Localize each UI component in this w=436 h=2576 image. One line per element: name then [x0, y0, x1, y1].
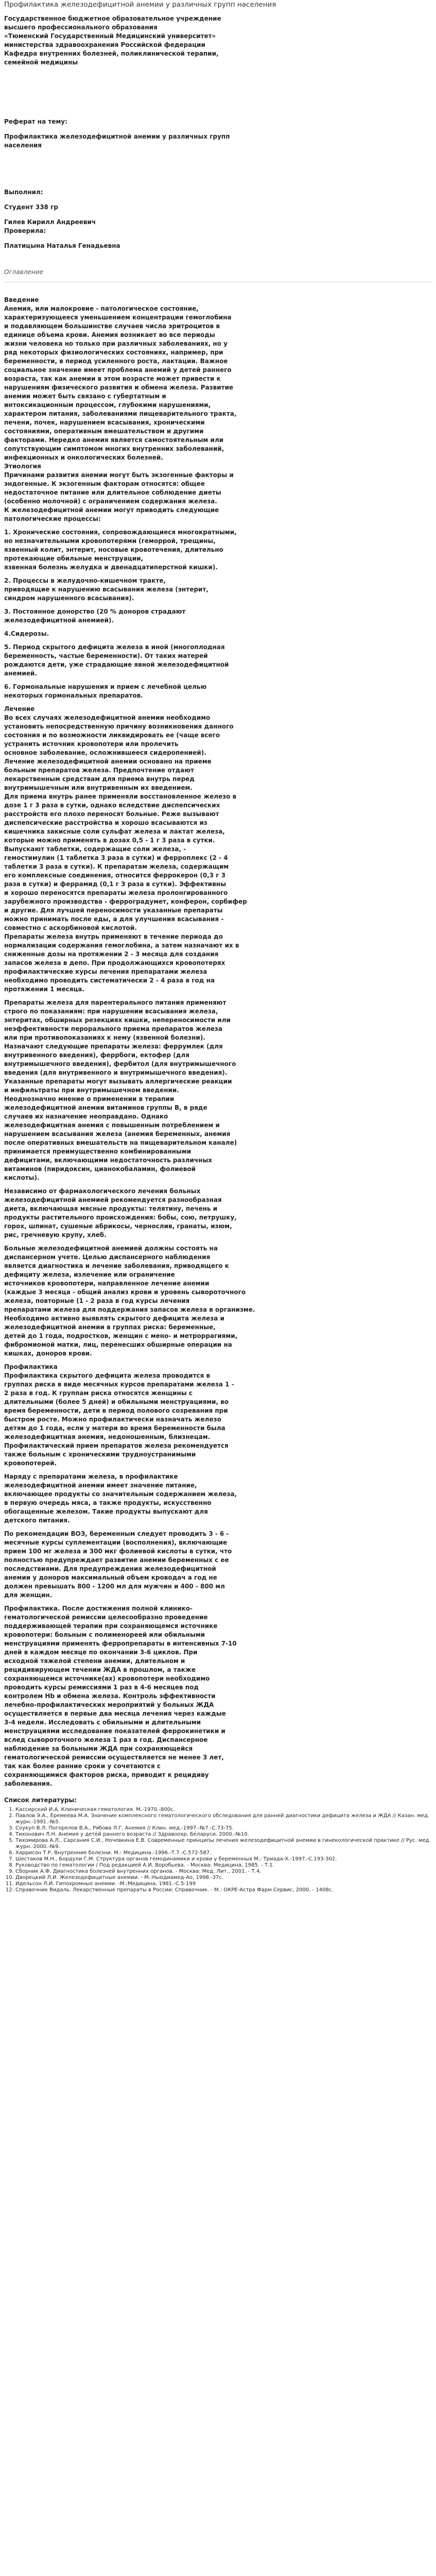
body-line: некоторых гормональных препаратов. [4, 692, 143, 699]
reference-item: 5. Тихомирова А.Л., Сарсания С.И., Ночевкина Е.В. Современные принципы лечения железодефицитной анемии в гинекологической практике // Рус. мед. журн.-2000.-№9. [15, 1838, 433, 1850]
header-line: высшего профессионального образования [4, 24, 158, 31]
body-line: принимается преимущественно комбинированными [4, 1148, 191, 1155]
body-line: факторами. Нередко анемия является самостоятельным или [4, 436, 224, 444]
body-line: источников кровопотери, направленное лечение анемии [4, 1280, 210, 1287]
body-line: прием 100 мг железа и 300 мкг фолиевой кислоты в сутки, что [4, 1548, 232, 1555]
body-line: нарушениям физического развития и обмена железа. Развитие [4, 384, 234, 391]
body-line: после оперативных вмешательств на пищеварительном канале) [4, 1139, 237, 1146]
spacer [4, 625, 433, 630]
section-block [4, 630, 433, 638]
body-line: энтеритах, обширных резекциях кишки, непереносимости или [4, 1016, 231, 1024]
body-line: гемостимулин (1 таблетка 3 раза в сутки) и ферроплекс (2 - 4 [4, 854, 228, 861]
body-line: проводить курсы ремиссиями 1 раз в 4-6 месяцев под [4, 1684, 199, 1691]
body-line: железодефицитной анемии имеет значение питание, [4, 1482, 197, 1489]
body-line: Независимо от фармакологического лечения больных [4, 1188, 201, 1195]
body-line: К железодефицитной анемии могут приводить следующие [4, 506, 219, 514]
body-line: группах риска в виде месячных курсов препаратами железа 1 - [4, 1381, 234, 1388]
body-line: внутримышечным или внутривенным их введением. [4, 784, 193, 791]
body-line: время беременности, дети в период полового созревания при [4, 1407, 228, 1414]
body-line: (каждые 3 месяца - общий анализ крови и уровень сывороточного [4, 1289, 246, 1296]
body-line: кровопотерей. [4, 1460, 57, 1467]
references-list [4, 1807, 433, 1893]
body-line: дозе 1 г 3 раза в сутки, однако вследствие диспепсических [4, 802, 220, 809]
header-line: министерства здравоохранения Российской федерации [4, 41, 205, 48]
body-line: характеризующееся уменьшением концентрации гемоглобина [4, 314, 232, 321]
body-line: 4.Сидерозы. [4, 630, 49, 637]
spacer [4, 1240, 433, 1244]
body-line: строго по показаниям: при нарушении всасывания железа, [4, 1008, 218, 1015]
spacer [4, 1358, 433, 1363]
reference-item: 12. Справочник Видаль. Лекарственные препараты в России: Справочник. - М.: ОКРЕ-Астра Фарм Сервис, 2000. - 1408с. [15, 1887, 433, 1893]
body-line: Препараты железа внутрь применяют в течение периода до [4, 933, 223, 940]
spacer [4, 1788, 433, 1793]
body-line: Анемия, или малокровие - патологическое состояние, [4, 305, 199, 312]
body-line: Во всех случаях железодефицитной анемии необходимо [4, 714, 211, 721]
body-line: характером питания, заболеваниями пищеварительного тракта, [4, 410, 237, 417]
body-line: диспепсические расстройства и хорошо всасываются из [4, 819, 207, 826]
body-line: сохраняющемся источнике(ах) кровопотери необходимо [4, 1675, 210, 1682]
body-line: Введение [4, 296, 39, 303]
body-line: язвенная болезнь желудка и двенадцатиперстной кишки). [4, 564, 218, 571]
body-line: социальное значение имеет проблема анемий у детей раннего [4, 366, 232, 374]
body-line: детей до 1 года, подростков, женщин с мено- и метроррагиями, [4, 1332, 238, 1340]
body-line: лекарственным средствам для приема внутрь перед [4, 775, 195, 783]
body-line: состояниями, оперативным вмешательством и другими [4, 428, 204, 435]
section-block [4, 528, 433, 572]
spacer [4, 700, 433, 705]
body-line: единице объема крови. Анемия возникает во все периоды [4, 331, 215, 338]
body-line: 3. Постоянное донорство (20 % доноров страдают [4, 608, 186, 615]
body-line: рис, гречневую крупу, хлеб. [4, 1231, 107, 1239]
body-line: дефициту железа, излечение или ограничение [4, 1271, 175, 1278]
header-block [4, 14, 433, 67]
body-line: Назначают следующие препараты железа: феррумлек (для [4, 1043, 223, 1050]
body-line: менструациями применять ферропрепараты в интенсивных 7-10 [4, 1640, 237, 1647]
body-line: протекающие обильные менструации, [4, 555, 144, 562]
section-block [4, 1187, 433, 1240]
body-line: возраста, так как анемии в этом возрасте может привести к [4, 375, 221, 382]
body-line: Больные железодефицитной анемией должны состоять на [4, 1245, 218, 1252]
body-line: осуществляется в первые два месяца лечения через каждые [4, 1710, 226, 1717]
body-line: кишечника закисные соли сульфат железа и лактат железа, [4, 828, 225, 835]
body-line: Указанные препараты могут вызывать аллергические реакции [4, 1078, 232, 1085]
signature-line: Проверила: [4, 227, 46, 234]
body-line: больным препаратов железа. Предпочтение отдают [4, 767, 194, 774]
body-line: сопутствующим симптомом многих внутренних заболеваний, [4, 445, 224, 452]
body-line: или при противопоказаниях к нему (язвенной болезни). [4, 1034, 205, 1041]
body-line: горох, шпинат, сушеные абрикосы, чернослив, гранаты, изюм, [4, 1223, 232, 1230]
spacer [4, 197, 433, 203]
signature-line: Гилев Кирилл Андреевич [4, 218, 96, 226]
body-line: железодефицитной анемии в группах риска: беременные, [4, 1324, 216, 1331]
body-line: Препараты железа для парентерального питания применяют [4, 999, 226, 1006]
body-line: железодефицитной анемией). [4, 617, 114, 624]
body-line: также больным с хроническими трудноустранимыми [4, 1451, 196, 1458]
body-line: детям до 1 года, если у матери во время беременности была [4, 1425, 225, 1432]
body-line: дефицитами, включающими недостаточность различных [4, 1157, 213, 1164]
spacer [4, 603, 433, 607]
spacer [4, 994, 433, 998]
body-line: поддерживающей терапии при сохраняющемся источнике [4, 1622, 218, 1630]
body-line: расстройств его плохо переносят больные. Реже вызывают [4, 810, 219, 818]
body-line: последствиями. Для предупреждения железодефицитной [4, 1565, 216, 1572]
body-line: Этиология [4, 463, 41, 470]
body-line: Лечение железодефицитной анемии основано на приеме [4, 758, 212, 765]
body-line: железодефицитной анемии витаминов группы В, в ряде [4, 1104, 207, 1111]
section-block [4, 1363, 433, 1468]
body-line: гематологической ремиссии осуществляется не менее 3 лет, [4, 1754, 224, 1761]
spacer [4, 1600, 433, 1604]
body-line: является диагностика и лечение заболевания, приводящего к [4, 1262, 229, 1269]
body-line: Необходимо активно выявлять скрытого дефицита железа и [4, 1315, 224, 1322]
section-block [4, 296, 433, 523]
body-line: обогащенные железом. Такие продукты выпускают для [4, 1508, 208, 1515]
spacer [4, 1525, 433, 1530]
body-line: менструациями исследование показателей феррокинетики и [4, 1727, 225, 1735]
body-line: которые можно применять в дозах 0,5 - 1 г 3 раза в сутки. [4, 837, 215, 844]
section-block [4, 607, 433, 625]
section-block [4, 683, 433, 700]
body-line: таблетки 3 раза в сутки). К препаратам железа, содержащим [4, 863, 229, 870]
section-block [4, 1530, 433, 1600]
body-line: кишках, доноров крови. [4, 1350, 92, 1357]
body-line: гематологической ремиссии целесообразно проведение [4, 1614, 208, 1621]
body-line: Профилактика. После достижения полной клинико- [4, 1605, 193, 1612]
body-line: беременности, в период усиленного роста, лактации. Важное [4, 358, 228, 365]
body-line: диета, включающая мясные продукты: телятину, печень и [4, 1205, 218, 1212]
body-line: основное заболевание, осложнившееся сидеропенией). [4, 749, 206, 756]
body-line: раза в сутки) и феррамид (0,1 г 3 раза в сутки). Эффективны [4, 880, 226, 888]
section-block [4, 998, 433, 1182]
body-line: его комплексные соединения, относится феррокерон (0,3 г 3 [4, 872, 226, 879]
signature-line: Студент 338 гр [4, 204, 58, 211]
body-line: введения (для внутривенного и внутримышечного введения). [4, 1069, 228, 1076]
body-line: дней в каждом месяце по окончании 3-6 циклов. При [4, 1649, 198, 1656]
header-line: «Тюменский Государственный Медицинский университет» [4, 32, 216, 40]
toc-link[interactable]: Оглавление [4, 268, 43, 276]
body-line: Для приема внутрь ранее применяли восстановленное железо в [4, 793, 237, 800]
body-line: нормализации содержания гемоглобина, а затем назначают их в [4, 942, 239, 949]
reference-item: 9. Сборник А.Ф. Диагностика болезней внутренних органов. - Москва: Мед. Лит., 2001. - Т.4. [15, 1869, 433, 1875]
body-line: и подавляющем большинстве случаев числа эритроцитов в [4, 323, 220, 330]
reference-item: 6. Харрисон Т.Р. Внутренние болезни. М.: Медицина.-1996.-Т.7.-С.572-587. [15, 1850, 433, 1856]
body-line: состояния и по возможности ликвидировать ее (чаще всего [4, 732, 220, 739]
body-line: кислоты). [4, 1174, 40, 1181]
body-line: неэффективности перорального приема препаратов железа [4, 1025, 222, 1032]
body-line: сниженные дозы на протяжении 2 - 3 месяца для создания [4, 951, 219, 958]
spacer [4, 258, 433, 264]
body-line: Неоднозначно мнение о применении в терапии [4, 1095, 175, 1103]
body-line: Наряду с препаратами железа, в профилактике [4, 1473, 178, 1480]
body-line: детского питания. [4, 1517, 70, 1524]
body-line: можно принимать после еды, а для улучшения всасывания - [4, 916, 224, 923]
body-line: приводящие к нарушению всасывания железа (энтерит, [4, 586, 208, 593]
body-line: препаратами железа для поддержания запасов железа в организме. [4, 1306, 255, 1313]
section-block [4, 1472, 433, 1525]
body-line: 6. Гормональные нарушения и прием с лечебной целью [4, 683, 207, 690]
body-line: продукты растительного происхождения: бобы, сою, петрушку, [4, 1214, 237, 1221]
body-line: беременность, частые беременности). От таких матерей [4, 652, 208, 659]
body-line: Выпускают таблетки, содержащие соли железа, - [4, 845, 186, 853]
spacer [4, 74, 433, 105]
body-line: железа, повторные (1 - 2 раза в год курсы лечения [4, 1297, 190, 1304]
body-line: 1. Хронические состояния, сопровождающиеся многократными, [4, 529, 237, 536]
body-line: внутривенного введения), феррбоги, ектофер (для [4, 1052, 189, 1059]
body-line: длительными (более 5 дней) и обильными менструациями, во [4, 1398, 229, 1405]
body-line: синдром нарушенного всасывания). [4, 595, 134, 602]
body-line: анемии у доноров максимальный объем кроводач а год не [4, 1574, 217, 1581]
body-line: должен превышать 800 - 1200 мл для мужчин и 400 - 800 мл [4, 1583, 225, 1590]
abstract-block [4, 117, 433, 150]
spacer [4, 105, 433, 117]
body-line: анемии может быть связано с губертатным и [4, 393, 166, 400]
reference-item: 1. Кассирский И.А. Клиническая гематология. М.-1970.-800с. [15, 1807, 433, 1813]
header-line: семейной медицины [4, 59, 78, 66]
body-line: язвенный колит, энтерит, носовые кровотечения, длительно [4, 546, 223, 553]
abstract-label: Реферат на тему: [4, 118, 67, 125]
body-line: 3-4 недели. Исследовать с обильными и длительными [4, 1719, 201, 1726]
body-line: Профилактика скрытого дефицита железа проводится в [4, 1372, 211, 1379]
body-line: и хорошо переносятся препараты железа пролонгированного [4, 889, 228, 896]
body-line: запасов железа в депо. При продолжающихся кровопотерях [4, 959, 225, 967]
signature-block [4, 188, 433, 250]
body-line: Причинами развития анемии могут быть экзогенные факторы и [4, 471, 234, 479]
spacer [4, 1182, 433, 1187]
body-line: ряд некоторых физиологических состояниях, например, при [4, 349, 223, 356]
body-line: нарушением всасывания железа (анемия беременных, анемия [4, 1130, 231, 1138]
body-line: По рекомендации ВОЗ, беременным следует проводить 3 - 6 - [4, 1530, 229, 1537]
reference-item: 4. Тихонович Л.Н. Анемия у детей раннего возраста // Здравоохр. Беларуси. 2000.-№10. [15, 1832, 433, 1838]
abstract-topic: Профилактика железодефицитной анемии у различных групп [4, 133, 230, 140]
body-line: в первую очередь мяса, а также продукты, искусственно [4, 1499, 212, 1506]
body-line: необходимо проводить систематически 2 - 4 раза в год на [4, 977, 215, 984]
body-line: профилактические курсы лечения препаратами железа [4, 968, 207, 975]
spacer [4, 1468, 433, 1472]
body-line: интоксикационным процессом, глубокими нарушениями, [4, 401, 211, 409]
body-line: железодефицитная анемия, недоношенным, близнецам. [4, 1433, 211, 1440]
body-line: быстром росте. Можно профилактически назначать железо [4, 1416, 221, 1423]
body-line: полностью предупреждает развитие анемии беременных с ее [4, 1556, 229, 1564]
body-line: рецидивирующем течении ЖДА в прошлом, а также [4, 1666, 196, 1673]
body-line: фибромиомой матки, лиц, перенесших обширные операции на [4, 1341, 232, 1348]
body-line: и инфильтраты при внутримышечном введении. [4, 1087, 179, 1094]
body-line: витаминов (пиридоксин, цианокобаламин, фолиевой [4, 1165, 196, 1173]
body-line: железодефицитная анемия с повышенным потреблением и [4, 1122, 220, 1129]
body-line: диспансерном учете. Целью диспансерного наблюдения [4, 1253, 211, 1261]
body-line: Профилактический прием препаратов железа рекомендуется [4, 1442, 229, 1449]
reference-item: 8. Руководство по гематологии / Под редакцией А.И. Воробьева. - Москва: Медицина, 1985. - Т.1. [15, 1862, 433, 1869]
reference-item: 7. Шестаков М.Н., Бордули Г.М. Структура органов гемодинамики и крови у беременных М.: Триада-Х.-1997.-С.193-302. [15, 1856, 433, 1862]
spacer [4, 638, 433, 643]
body-line: для женщин. [4, 1591, 53, 1599]
body-line: 2. Процессы в желудочно-кишечном тракте, [4, 577, 166, 584]
section-block [4, 1244, 433, 1358]
body-line: контролем Hb и обмена железа. Контроль эффективности [4, 1692, 216, 1700]
body-line: заболевания. [4, 1780, 53, 1787]
body-line: включающее продукты со значительным содержанием железа, [4, 1490, 237, 1498]
body-line: внутримышечного введения), фербитол (для внутримышечного [4, 1060, 236, 1067]
body-line: Профилактика [4, 1363, 58, 1370]
spacer [4, 678, 433, 683]
body-line: (особенно молочной) с ограничением содержания железа. [4, 498, 217, 505]
spacer [4, 572, 433, 577]
reference-item: 10. Дворецкий Л.И. Железодефицитные анемии. - М.:Ньюдиамед-Ао, 1998.-37с. [15, 1875, 433, 1881]
body-line: устранить источник кровопотери или пролечить [4, 740, 179, 748]
body-line: протяжении 1 месяца. [4, 986, 84, 993]
body-line: жизни человека но только при различных заболеваниях, но у [4, 340, 228, 347]
body-line: Лечение [4, 705, 35, 713]
body-line: сохраняющимися факторов риска, приводит к рецидиву [4, 1771, 209, 1778]
body-line: эндогенные. К экзогенным факторам относятся: общее [4, 480, 205, 487]
body-line: так как более ранние сроки у сочетаются с [4, 1762, 161, 1770]
spacer [4, 126, 433, 132]
body-line: 2 раза в год. К группам риска относятся женщины с [4, 1389, 193, 1397]
section-block [4, 705, 433, 994]
body-line: 5. Период скрытого дефицита железа в иной (многоплодная [4, 643, 225, 651]
spacer [4, 157, 433, 188]
body-line: исходной тяжелой степени анемии, длительном и [4, 1657, 185, 1665]
header-line: Кафедра внутренних болезней, поликлинической терапии, [4, 50, 219, 57]
body-line: но незначительными кровопотерями (геморрой, трещины, [4, 537, 216, 545]
abstract-topic: населения [4, 142, 42, 149]
body-line: анемией. [4, 670, 37, 677]
body-line: совместно с аскорбиновой кислотой. [4, 924, 137, 931]
spacer [4, 212, 433, 218]
section-block [4, 643, 433, 678]
signature-line: Платицына Наталья Генадьевна [4, 242, 120, 249]
signature-line: Выполнил: [4, 189, 43, 196]
section-block [4, 577, 433, 603]
body-line: установить непосредственную причину возникновения данного [4, 723, 234, 730]
body-line: недостаточное питание или длительное соблюдение диеты [4, 489, 221, 496]
body-line: лечебно-профилактических мероприятий у больных ЖДА [4, 1701, 214, 1708]
body-line: железодефицитной анемией рекомендуется разнообразная [4, 1196, 222, 1204]
spacer [4, 235, 433, 242]
body-line: месячные курсы суплементации (восполнения), включающие [4, 1539, 228, 1546]
page-title: Профилактика железодефицитной анемии у различных групп населения [4, 1, 276, 9]
spacer [4, 523, 433, 528]
reference-item: 11. Идельсон Л.И. Гипохромные анемии. -М.:Медицина, 1981.-С.5-199 [15, 1881, 433, 1887]
body-line: инфекционных и онкологических болезней. [4, 454, 163, 461]
references-title: Список литературы: [4, 1797, 77, 1804]
body-line: патологические процессы: [4, 515, 101, 522]
document-body [4, 296, 433, 1793]
reference-item: 2. Павлов Э.А., Еремеева М.А. Значение комплексного гематологического обследования для ранней диагностики дефицита железа и ЖДА // Казан. мед. журн.-1991.-№5. [15, 1813, 433, 1825]
body-line: случаев их назначение неоправдано. Однако [4, 1113, 168, 1120]
body-line: кровопотери: больным с полименореей или обильными [4, 1631, 205, 1638]
body-line: вслед сывороточного железа 1 раз в год. Диспансерное [4, 1736, 208, 1743]
body-line: рождаются дети, уже страдающие явной железодефицитной [4, 661, 229, 668]
section-block [4, 1604, 433, 1788]
body-line: печени, почек, нарушением всасывания, хроническими [4, 419, 205, 426]
body-line: наблюдение за больными ЖДА при сохраняющейся [4, 1745, 193, 1752]
reference-item: 3. Соукуп В.Л. Погорелов В.А., Рябова Л.Г. Анемия // Клин. мед.-1997.-№7.-С.73-75. [15, 1825, 433, 1832]
header-line: Государственное бюджетное образовательное учреждение [4, 15, 221, 22]
body-line: и другие. Для лучшей переносимости указанные препараты [4, 907, 223, 914]
body-line: зарубежного производства - ферроградумет, конферон, сорбифер [4, 898, 247, 905]
